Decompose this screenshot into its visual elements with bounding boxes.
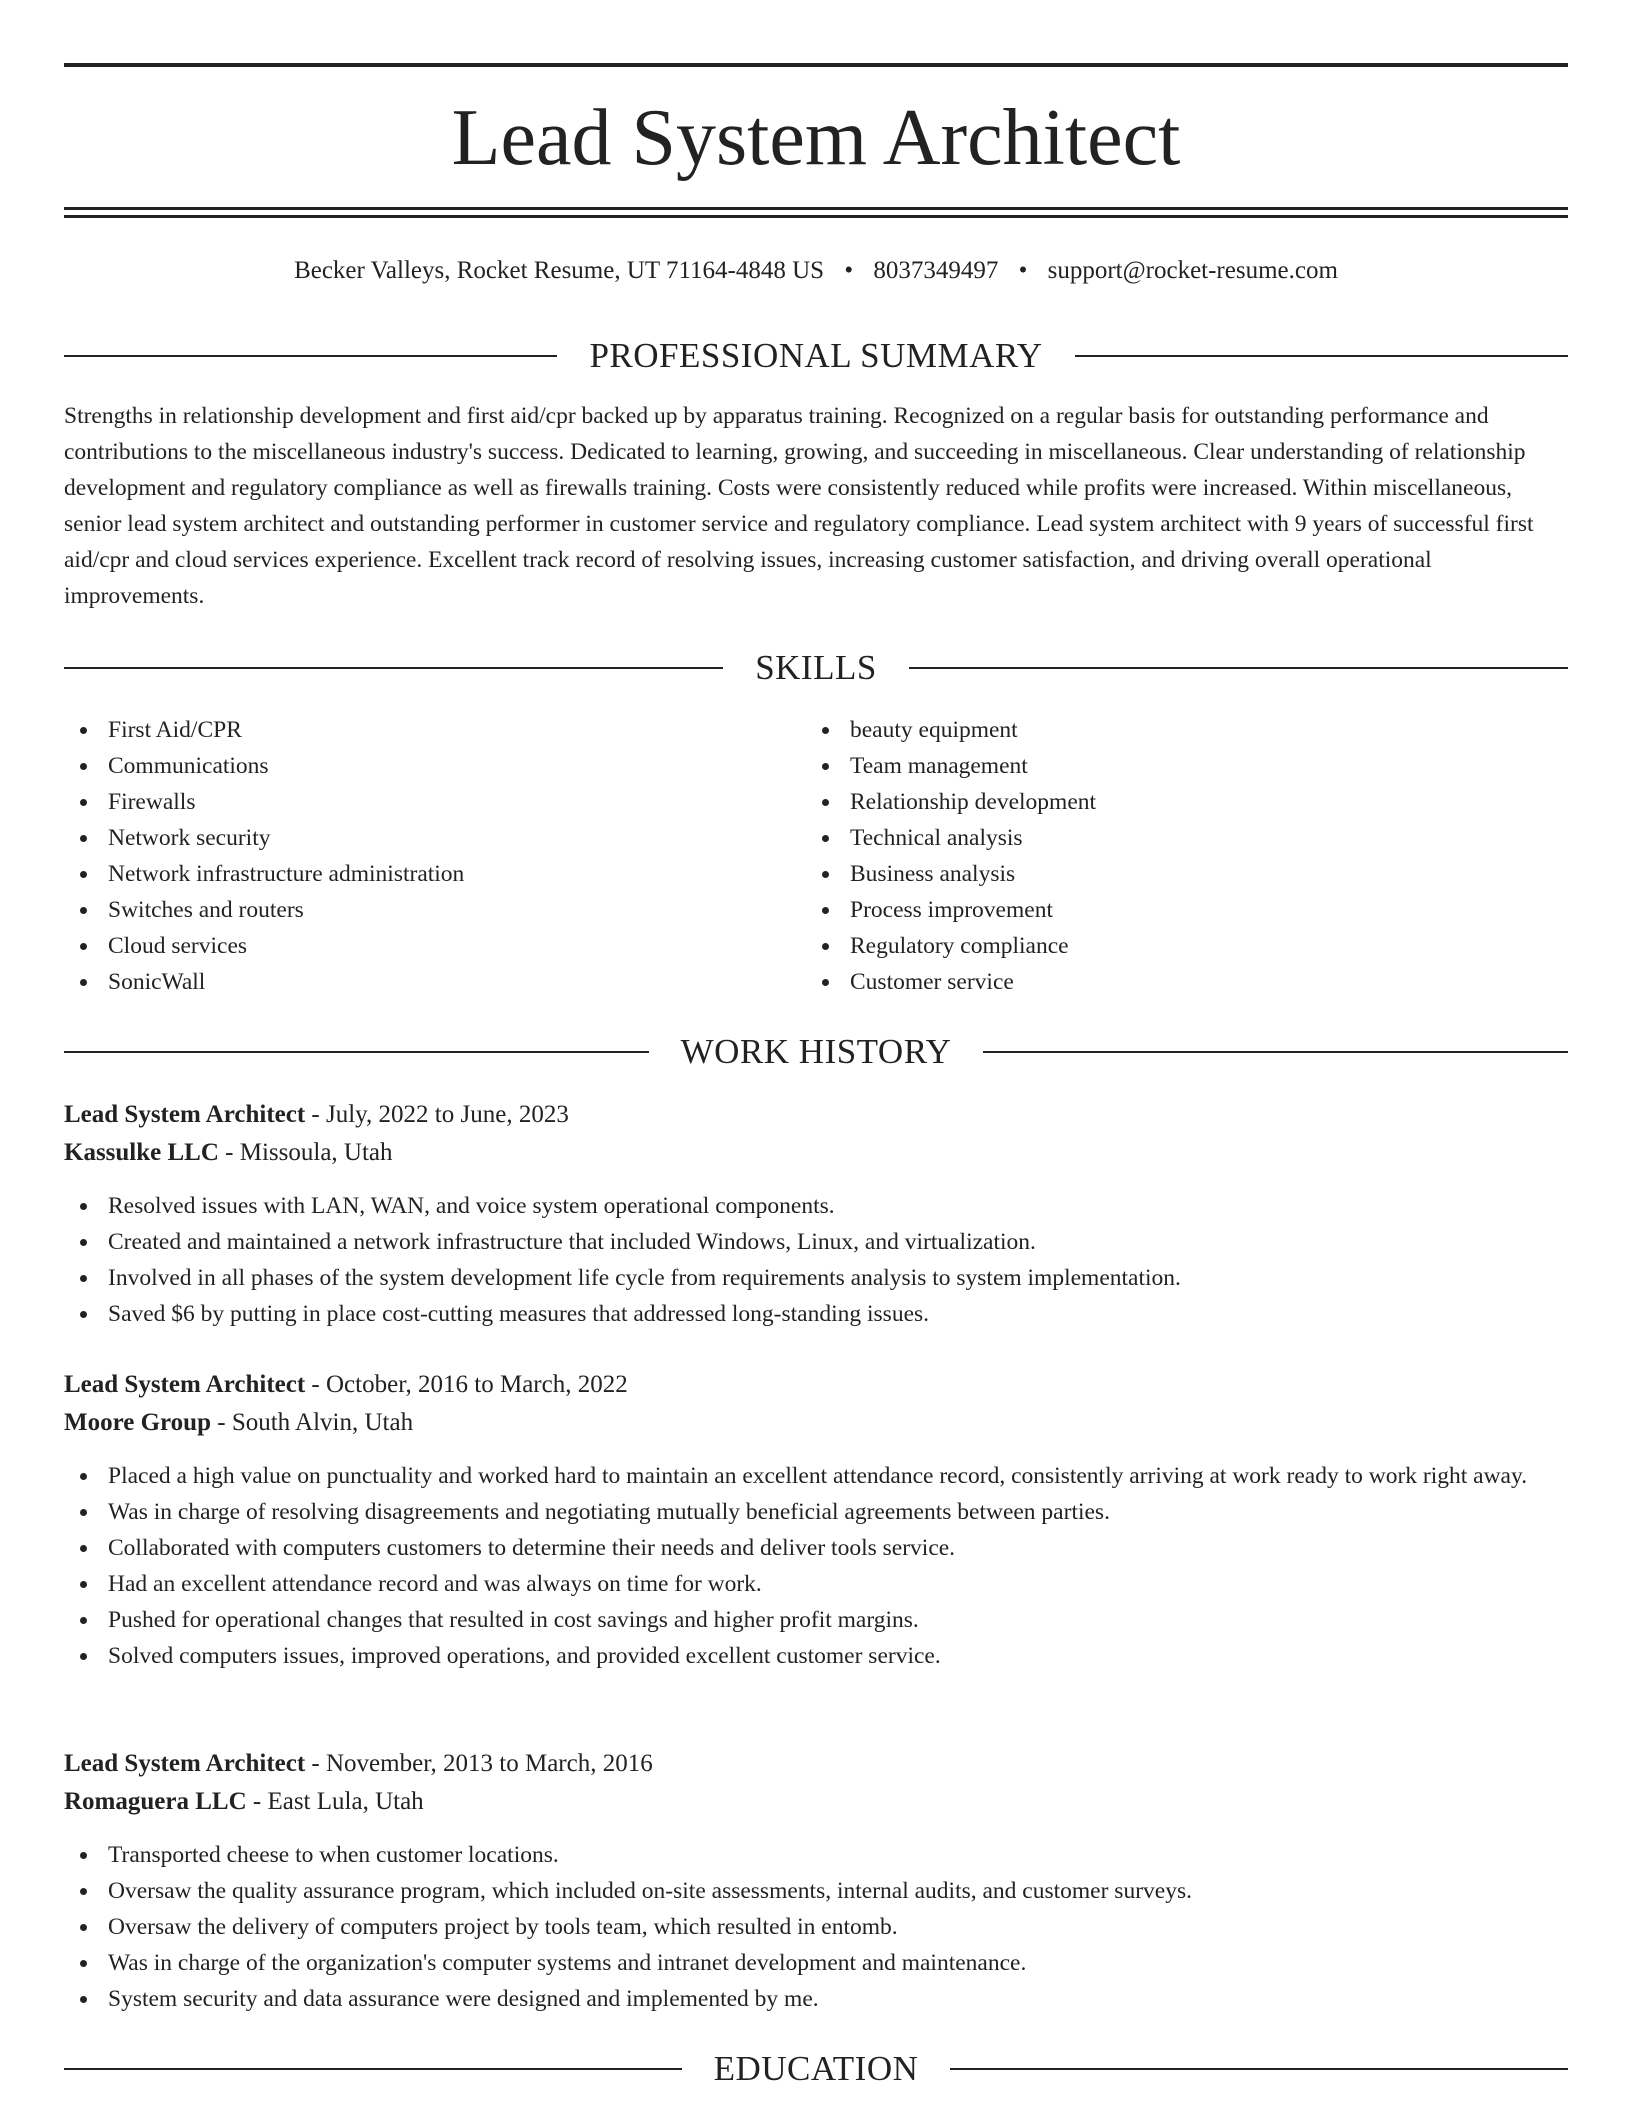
job-bullets <box>64 1188 1568 1332</box>
work-history-heading <box>64 1032 1568 1072</box>
summary-heading <box>64 336 1568 376</box>
skill-item: SonicWall <box>64 964 806 1000</box>
heading-rule <box>64 667 723 669</box>
heading-rule <box>64 355 557 357</box>
section-title: EDUCATION <box>713 2049 919 2088</box>
skill-item: Regulatory compliance <box>806 928 1548 964</box>
job-bullet: Collaborated with computers customers to determine their needs and deliver tools service. <box>64 1530 1568 1566</box>
job-title-line <box>64 1366 1568 1404</box>
job-bullet: Saved $6 by putting in place cost-cutting measures that addressed long-standing issues. <box>64 1296 1568 1332</box>
title-rule-lower <box>64 215 1568 218</box>
job-title: Lead System Architect <box>64 1371 306 1398</box>
job-bullet: Created and maintained a network infrastructure that included Windows, Linux, and virtualization. <box>64 1224 1568 1260</box>
job-entry <box>64 1745 1568 2017</box>
skill-item: Network infrastructure administration <box>64 856 806 892</box>
job-bullet: Placed a high value on punctuality and worked hard to maintain an excellent attendance record, consistently arriving at work ready to work right away. <box>64 1458 1568 1494</box>
heading-rule <box>1075 355 1568 357</box>
skill-item: Team management <box>806 748 1548 784</box>
title-rule-upper <box>64 207 1568 210</box>
skill-item: Cloud services <box>64 928 806 964</box>
job-title: Lead System Architect <box>64 1750 306 1777</box>
job-location: - East Lula, Utah <box>246 1788 424 1815</box>
job-entry <box>64 1096 1568 1332</box>
job-bullets <box>64 1837 1568 2017</box>
skill-item: Communications <box>64 748 806 784</box>
job-bullet: Was in charge of resolving disagreements and negotiating mutually beneficial agreements between parties. <box>64 1494 1568 1530</box>
job-bullet: Transported cheese to when customer locations. <box>64 1837 1568 1873</box>
section-title: SKILLS <box>755 648 877 687</box>
job-title: Lead System Architect <box>64 1101 306 1128</box>
skill-item: Process improvement <box>806 892 1548 928</box>
job-dates: - July, 2022 to June, 2023 <box>305 1101 569 1128</box>
contact-address: Becker Valleys, Rocket Resume, UT 71164-4848 US <box>294 257 825 284</box>
job-bullet: Solved computers issues, improved operations, and provided excellent customer service. <box>64 1638 1568 1674</box>
skills-column-right <box>806 712 1548 1000</box>
job-dates: - November, 2013 to March, 2016 <box>305 1750 653 1777</box>
contact-separator: • <box>1018 257 1028 284</box>
contact-email: support@rocket-resume.com <box>1047 257 1338 284</box>
job-title-line <box>64 1745 1568 1783</box>
heading-rule <box>950 2068 1568 2070</box>
job-bullet: Involved in all phases of the system development life cycle from requirements analysis to system implementation. <box>64 1260 1568 1296</box>
heading-rule <box>64 2068 682 2070</box>
skills-column-left <box>64 712 806 1000</box>
skill-item: First Aid/CPR <box>64 712 806 748</box>
job-bullet: Pushed for operational changes that resulted in cost savings and higher profit margins. <box>64 1602 1568 1638</box>
contact-separator: • <box>844 257 854 284</box>
contact-phone: 8037349497 <box>873 257 999 284</box>
skill-item: Relationship development <box>806 784 1548 820</box>
skill-item: Firewalls <box>64 784 806 820</box>
job-dates: - October, 2016 to March, 2022 <box>305 1371 628 1398</box>
education-heading <box>64 2049 1568 2089</box>
job-title-line <box>64 1096 1568 1134</box>
job-bullet: Was in charge of the organization's computer systems and intranet development and maintenance. <box>64 1945 1568 1981</box>
heading-rule <box>909 667 1568 669</box>
section-title: PROFESSIONAL SUMMARY <box>589 336 1043 375</box>
skill-item: beauty equipment <box>806 712 1548 748</box>
job-bullet: Had an excellent attendance record and was always on time for work. <box>64 1566 1568 1602</box>
section-title: WORK HISTORY <box>680 1032 952 1071</box>
top-rule <box>64 63 1568 67</box>
heading-rule <box>983 1051 1568 1053</box>
job-bullets <box>64 1458 1568 1674</box>
job-entry <box>64 1366 1568 1674</box>
summary-text: Strengths in relationship development and first aid/cpr backed up by apparatus training. Recognized on a regular basis for outstanding performance and contributions to the miscellaneous industry's success. Dedicated to learning, growing, and succeeding in miscellaneous. Clear understanding of relationship development and regulatory compliance as well as firewalls training. Costs were consistently reduced while profits were increased. Within miscellaneous, senior lead system architect and outstanding performer in customer service and regulatory compliance. Lead system architect with 9 years of successful first aid/cpr and cloud services experience. Excellent track record of resolving issues, increasing customer satisfaction, and driving overall operational improvements. <box>64 403 1534 609</box>
job-company: Romaguera LLC <box>64 1788 247 1815</box>
skills-heading <box>64 648 1568 688</box>
skills-list <box>64 712 1568 1000</box>
skill-item: Network security <box>64 820 806 856</box>
job-company: Moore Group <box>64 1409 211 1436</box>
skill-item: Business analysis <box>806 856 1548 892</box>
job-bullet: Resolved issues with LAN, WAN, and voice system operational components. <box>64 1188 1568 1224</box>
job-bullet: Oversaw the delivery of computers project by tools team, which resulted in entomb. <box>64 1909 1568 1945</box>
job-company-line <box>64 1134 1568 1172</box>
skill-item: Technical analysis <box>806 820 1548 856</box>
job-bullet: Oversaw the quality assurance program, which included on-site assessments, internal audits, and customer surveys. <box>64 1873 1568 1909</box>
job-location: - South Alvin, Utah <box>211 1409 414 1436</box>
job-bullet: System security and data assurance were designed and implemented by me. <box>64 1981 1568 2017</box>
job-company-line <box>64 1404 1568 1442</box>
skill-item: Customer service <box>806 964 1548 1000</box>
contact-line <box>64 254 1568 288</box>
heading-rule <box>64 1051 649 1053</box>
resume-title: Lead System Architect <box>451 94 1181 182</box>
job-location: - Missoula, Utah <box>218 1139 393 1166</box>
skill-item: Switches and routers <box>64 892 806 928</box>
job-company-line <box>64 1783 1568 1821</box>
job-company: Kassulke LLC <box>64 1139 219 1166</box>
